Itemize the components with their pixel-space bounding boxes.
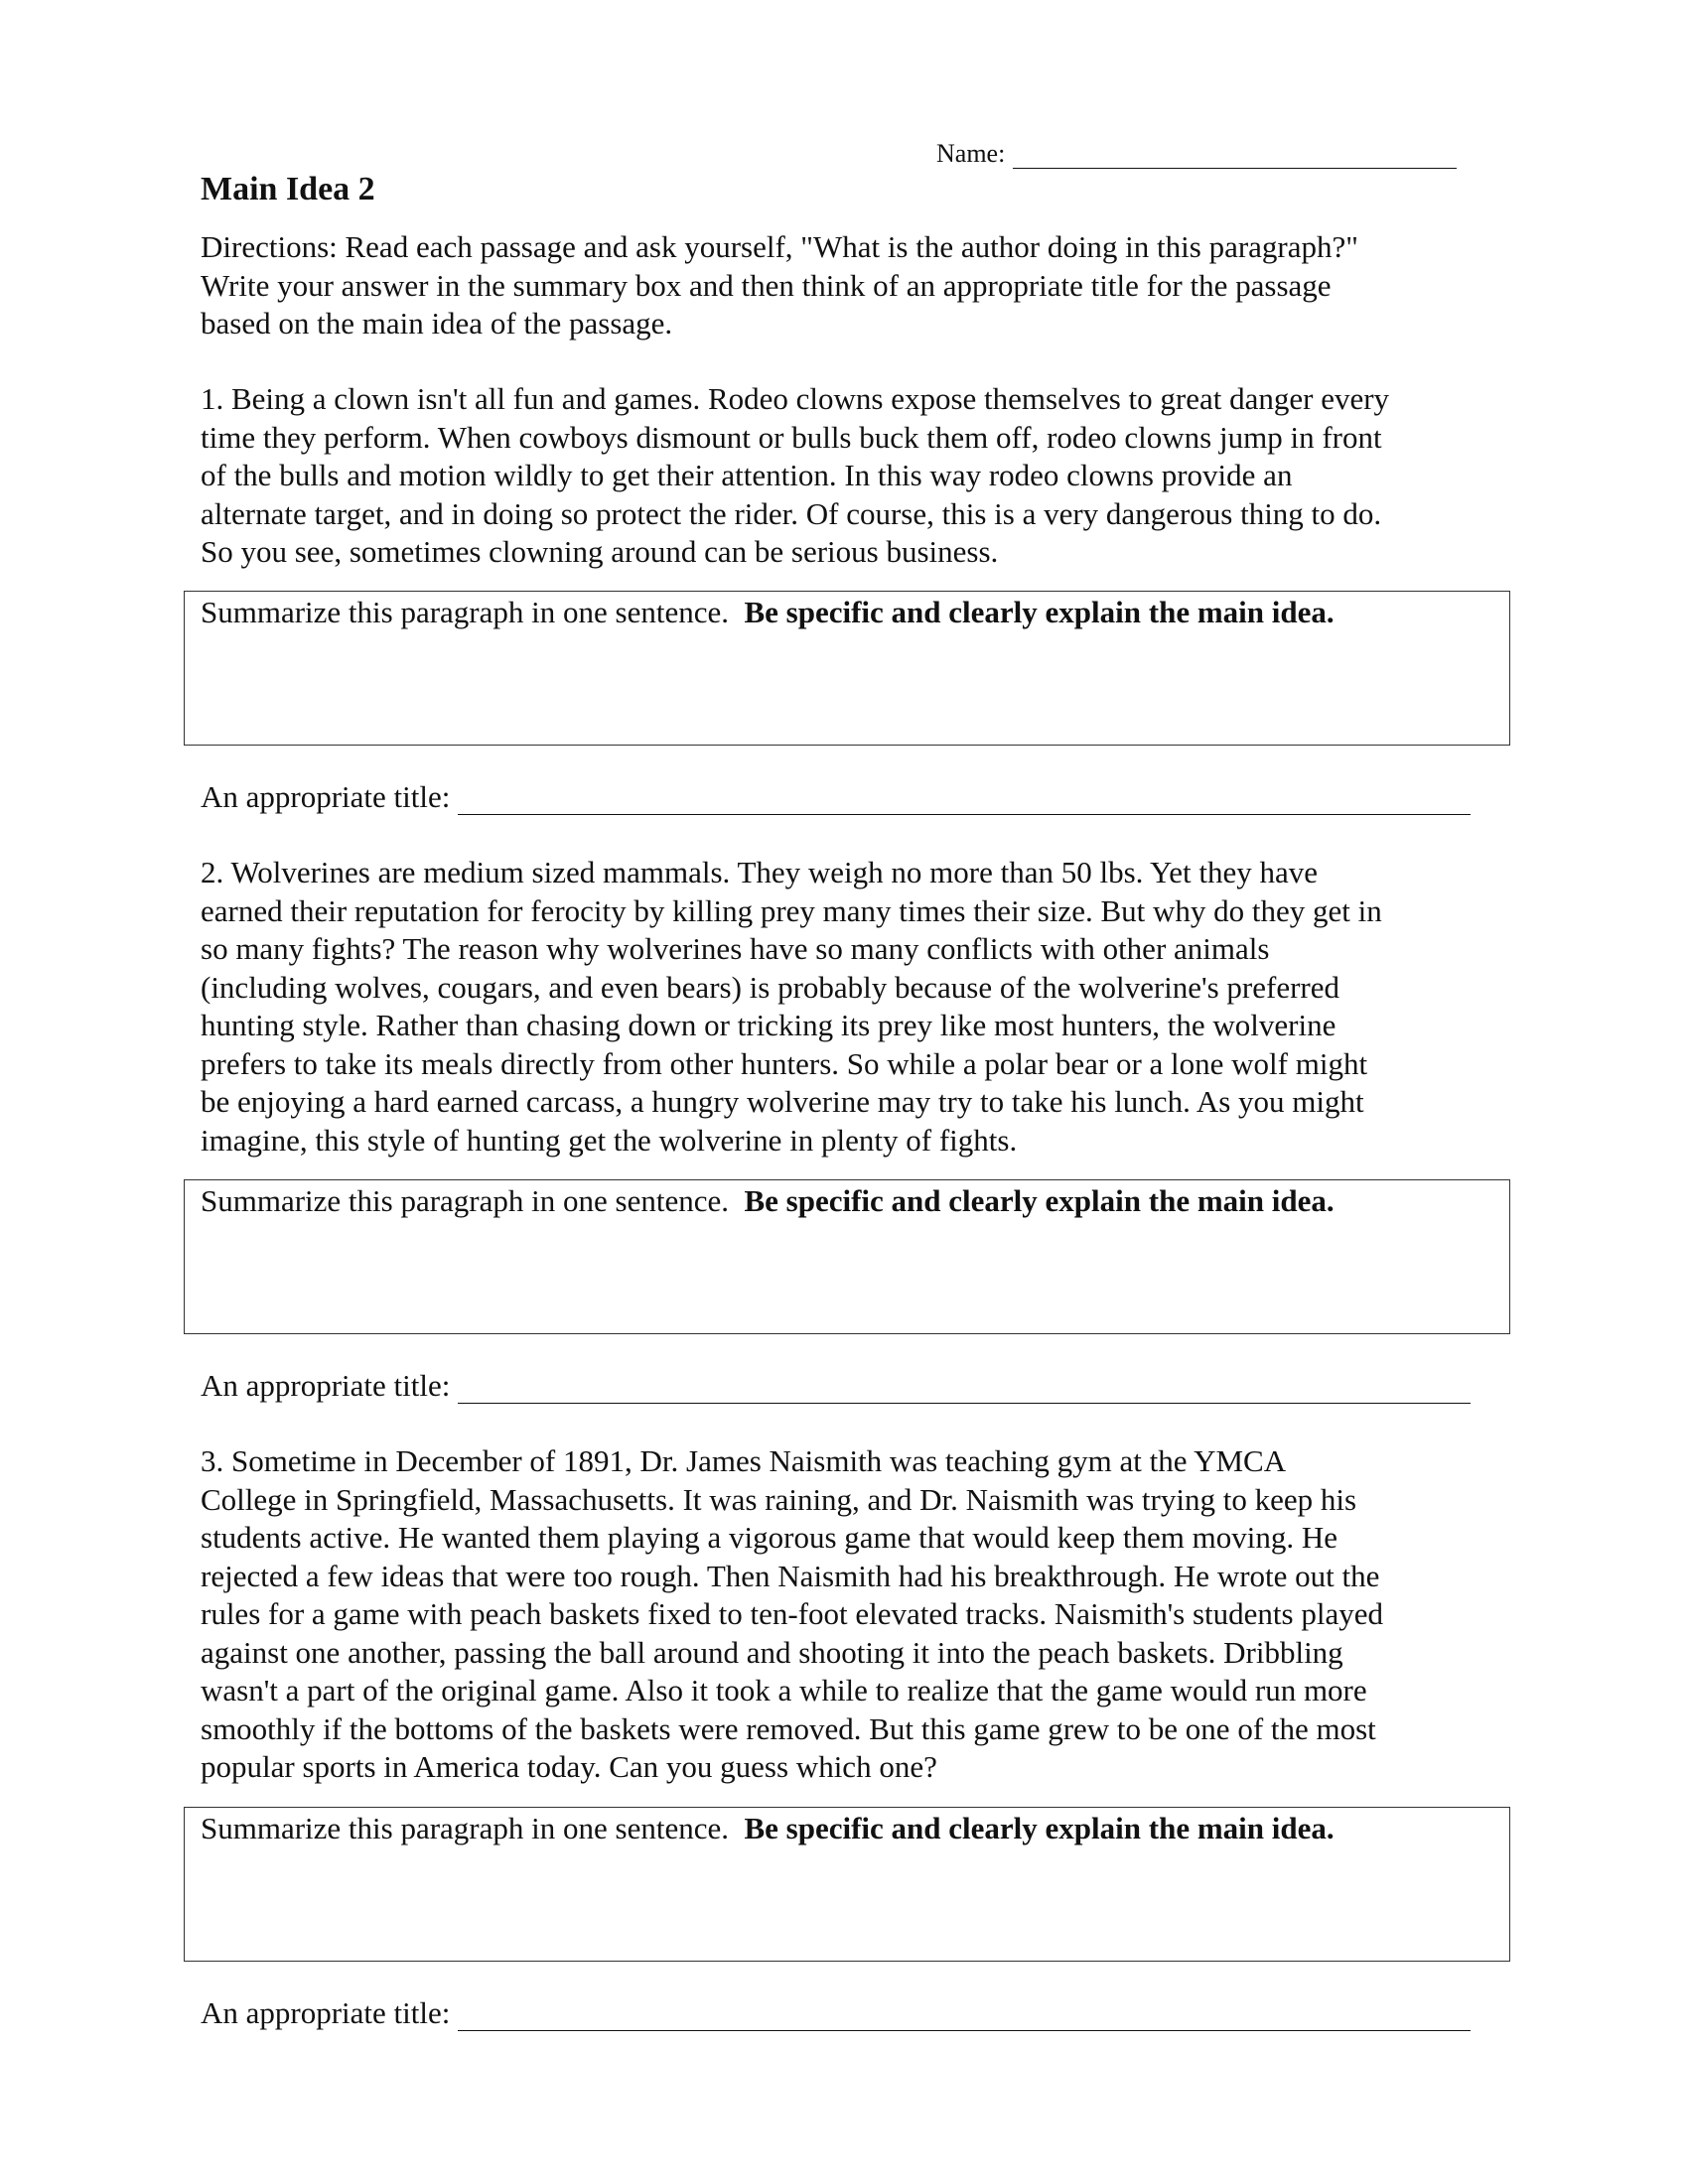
passage-line: popular sports in America today. Can you guess which one? [201,1749,937,1784]
passage-line: 3. Sometime in December of 1891, Dr. James Naismith was teaching gym at the YMCA [201,1443,1287,1478]
passage-line: of the bulls and motion wildly to get their attention. In this way rodeo clowns provide an [201,458,1293,492]
worksheet-title: Main Idea 2 [201,171,375,207]
title-blank-line[interactable] [458,1998,1471,2031]
title-row-2 [201,1368,1471,1404]
summary-prompt [201,1182,1335,1220]
summary-prompt-plain: Summarize this paragraph in one sentence. [201,1811,729,1845]
name-label: Name: [936,139,1006,168]
summary-box-3[interactable] [184,1807,1510,1962]
passage-line: time they perform. When cowboys dismount or bulls buck them off, rodeo clowns jump in front [201,419,1382,455]
directions [201,228,1358,343]
title-blank-line[interactable] [458,782,1471,815]
passage-line: 1. Being a clown isn't all fun and games. Rodeo clowns expose themselves to great danger every [201,381,1390,416]
summary-prompt-plain: Summarize this paragraph in one sentence. [201,1183,729,1218]
passage-line: be enjoying a hard earned carcass, a hungry wolverine may try to take his lunch. As you might [201,1084,1364,1119]
passage-line: 2. Wolverines are medium sized mammals. They weigh no more than 50 lbs. Yet they have [201,855,1319,889]
name-row [936,139,1457,169]
passage-1 [201,380,1389,572]
passage-line: rejected a few ideas that were too rough. Then Naismith had his breakthrough. He wrote out the [201,1558,1380,1593]
passage-line: against one another, passing the ball around and shooting it into the peach baskets. Dribbling [201,1634,1343,1670]
summary-prompt-bold: Be specific and clearly explain the main idea. [744,1811,1335,1845]
summary-prompt-bold: Be specific and clearly explain the main idea. [744,595,1335,629]
passage-line: (including wolves, cougars, and even bears) is probably because of the wolverine's preferred [201,969,1339,1005]
passage-line: students active. He wanted them playing a vigorous game that would keep them moving. He [201,1520,1338,1555]
passage-line: wasn't a part of the original game. Also it took a while to realize that the game would run more [201,1673,1367,1707]
summary-box-2[interactable] [184,1179,1510,1334]
summary-prompt-plain: Summarize this paragraph in one sentence. [201,595,729,629]
title-prompt: An appropriate title: [201,779,451,814]
title-blank-line[interactable] [458,1371,1471,1404]
summary-prompt-bold: Be specific and clearly explain the main idea. [744,1183,1335,1218]
passage-line: earned their reputation for ferocity by killing prey many times their size. But why do they get in [201,892,1382,928]
passage-3 [201,1442,1383,1787]
passage-line: hunting style. Rather than chasing down or tricking its prey like most hunters, the wolverine [201,1008,1336,1042]
passage-line: so many fights? The reason why wolverines have so many conflicts with other animals [201,931,1270,966]
passage-line: smoothly if the bottoms of the baskets were removed. But this game grew to be one of the most [201,1710,1376,1746]
passage-line: imagine, this style of hunting get the wolverine in plenty of fights. [201,1122,1018,1158]
passage-line: rules for a game with peach baskets fixed to ten-foot elevated tracks. Naismith's students played [201,1596,1383,1631]
title-row-1 [201,779,1471,815]
directions-line: based on the main idea of the passage. [201,306,673,341]
passage-line: alternate target, and in doing so protect the rider. Of course, this is a very dangerous thing to do. [201,495,1382,531]
passage-line: So you see, sometimes clowning around can be serious business. [201,534,999,569]
summary-prompt [201,594,1335,631]
passage-2 [201,854,1382,1160]
directions-line: Directions: Read each passage and ask yourself, "What is the author doing in this paragraph?" [201,229,1358,264]
title-prompt: An appropriate title: [201,1368,451,1403]
summary-prompt [201,1810,1335,1847]
directions-line: Write your answer in the summary box and then think of an appropriate title for the passage [201,267,1332,303]
summary-box-1[interactable] [184,591,1510,746]
title-prompt: An appropriate title: [201,1995,451,2030]
title-row-3 [201,1995,1471,2031]
name-blank-line[interactable] [1013,140,1457,169]
passage-line: College in Springfield, Massachusetts. It was raining, and Dr. Naismith was trying to keep his [201,1481,1357,1517]
passage-line: prefers to take its meals directly from other hunters. So while a polar bear or a lone wolf might [201,1045,1368,1081]
